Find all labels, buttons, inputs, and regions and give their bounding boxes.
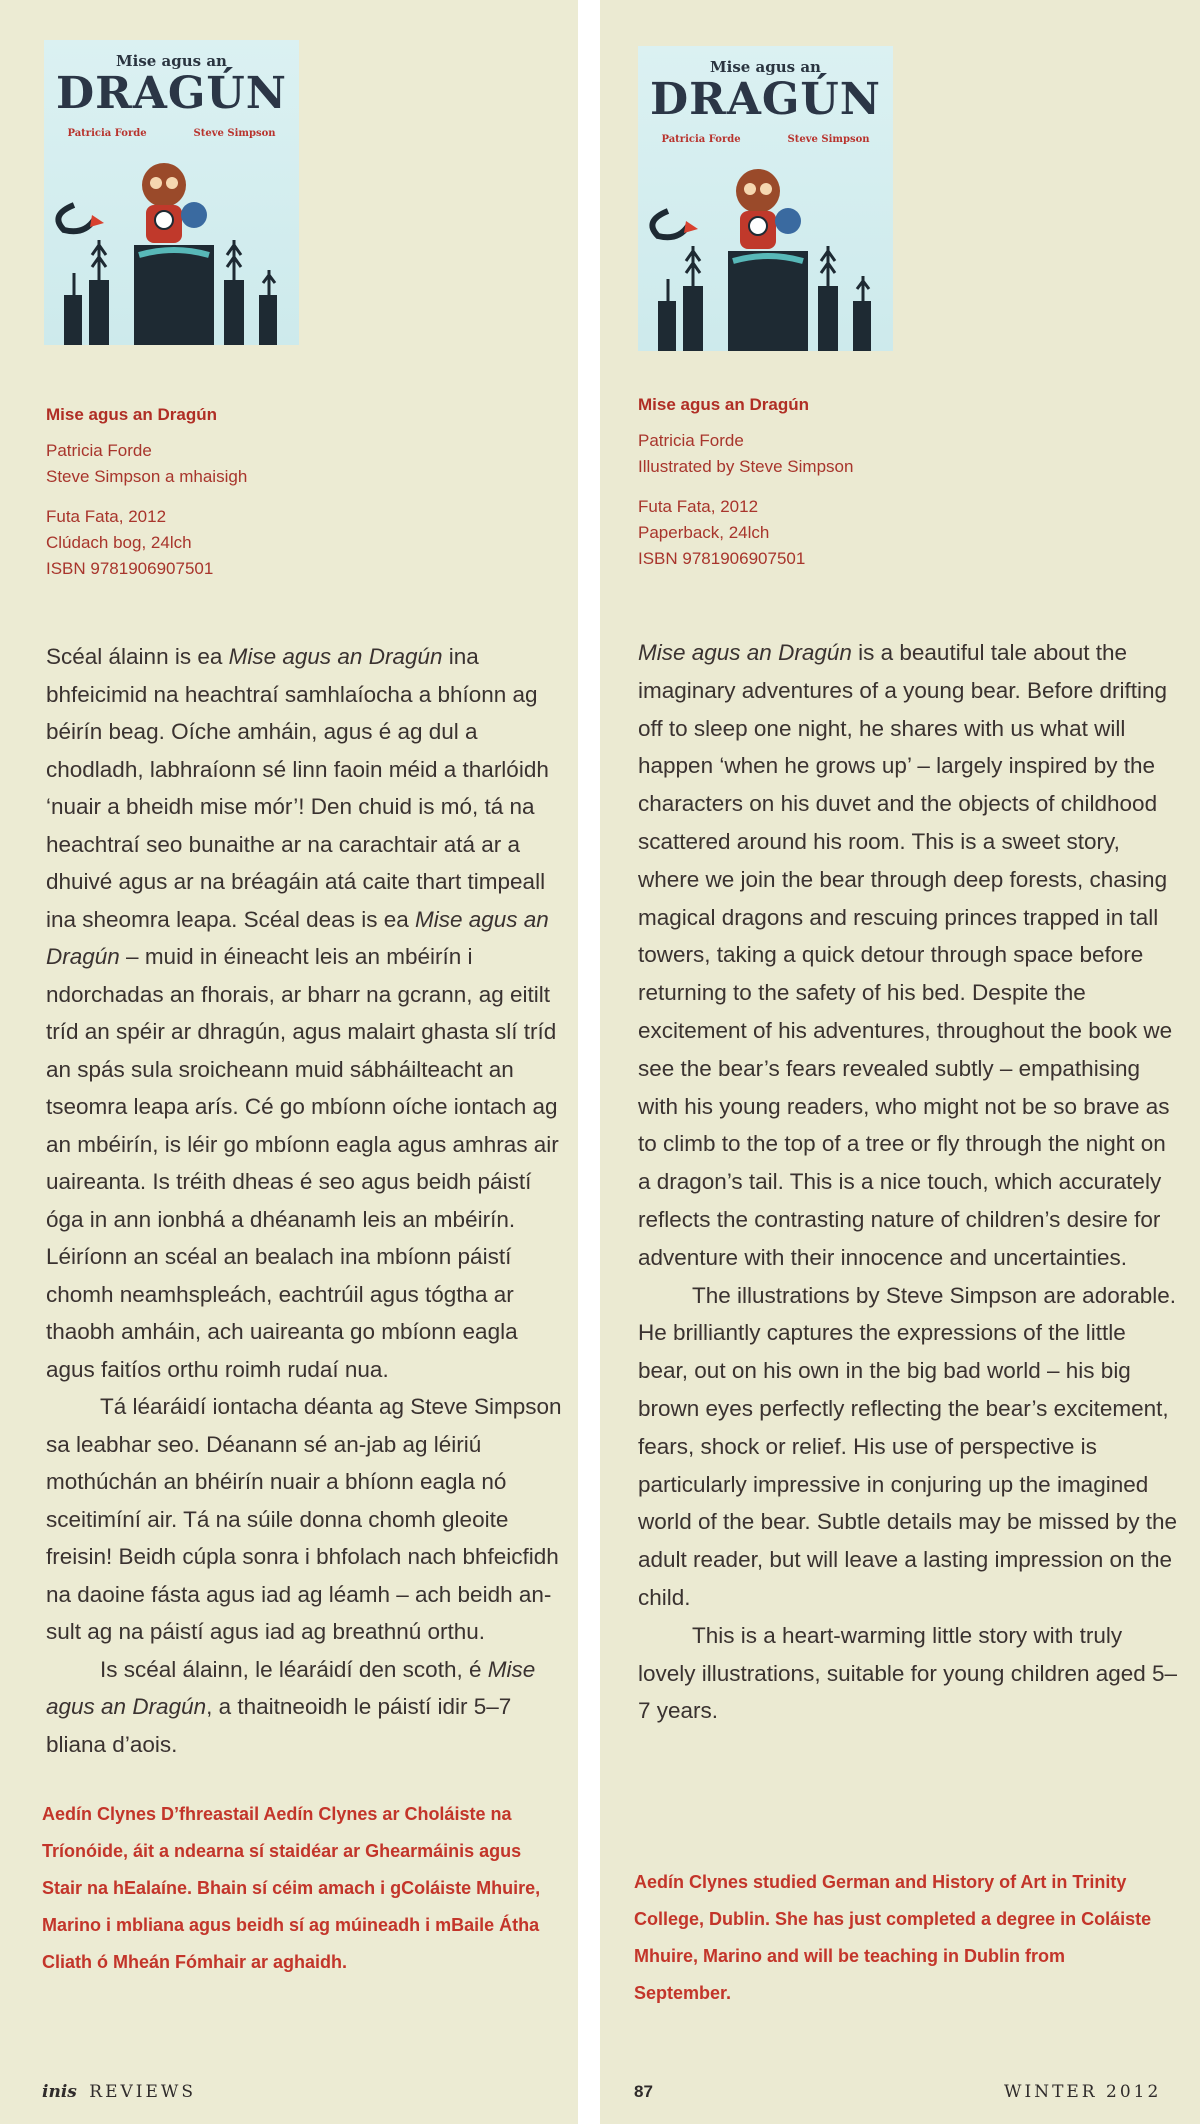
book-author: Patricia Forde <box>46 441 152 460</box>
review-paragraph: The illustrations by Steve Simpson are adorable. He brilliantly captures the expressions of the little bear, out on his own in the big bad world – his big brown eyes perfectly reflecting the bear’s excitement, fears, shock or relief. His use of perspective is particularly impressive in conjuring up the imagined world of the bear. Subtle details may be missed by the adult reader, but will leave a lasting impression on the child. <box>638 1282 1178 1610</box>
book-publisher: Futa Fata, 2012 <box>638 497 759 516</box>
book-format: Clúdach bog, 24lch <box>46 533 192 552</box>
cover-illustration <box>44 145 299 345</box>
cover-title-small: Mise agus an <box>710 58 821 76</box>
cover-author: Patricia Forde <box>67 128 147 139</box>
reviewer-bio: Aedín Clynes D’fhreastail Aedín Clynes ar Choláiste na Tríonóide, áit a ndearna sí staidéar ar Ghearmáinis agus Stair na hEalaíne. Bhain sí céim amach i gColáiste Mhuire, Marino i mbliana agus beidh sí ag múineadh i mBaile Átha Cliath ó Mheán Fómhair ar aghaidh. <box>42 1804 541 1972</box>
review-paragraph: Tá léaráidí iontacha déanta ag Steve Simpson sa leabhar seo. Déanann sé an-jab ag léiriú mothúchán an bhéirín nuair a bhíonn eagla nó sceitimíní air. Tá na súile donna chomh gleoite freisin! Beidh cúpla sonra i bhfolach nach bhfeicfidh na daoine fásta agus iad ag léamh – ach beidh an-sult ag na páistí agus iad ag breathnú orthu. <box>46 1394 562 1644</box>
review-paragraph: Scéal álainn is ea Mise agus an Dragún ina bhfeicimid na heachtraí samhlaíocha a bhíonn ag béirín beag. Oíche amháin, agus é ag dul a chodladh, labhraíonn sé linn faoin méid a tharlóidh ‘nuair a bheidh mise mór’! Den chuid is mó, tá na heachtraí seo bunaithe ar na carachtair atá ar a dhuivé agus ar na bréagáin atá caite thart timpeall ina sheomra leapa. Scéal deas is ea Mise agus an Dragún – muid in éineacht leis an mbéirín i ndorchadas an fhorais, ar bharr na gcrann, ag eitilt tríd an spéir ar dhragún, agus malairt ghasta slí tríd an spás sula sroicheann muid sábháilteacht an tseomra leapa arís. Cé go mbíonn oíche iontach ag an mbéirín, is léir go mbíonn eagla agus amhras air uaireanta. Is tréith dheas é seo agus beidh páistí óga in ann ionbhá a dhéanamh leis an mbéirín. Léiríonn an scéal an bealach ina mbíonn páistí chomh neamhspleách, eachtrúil agus tógtha ar thaobh amháin, ach uaireanta go mbíonn eagla agus faitíos orthu roimh rudaí nua. <box>46 644 559 1382</box>
cover-title-big: DRAGÚN <box>649 74 882 125</box>
page-number: 87 <box>634 2082 653 2101</box>
book-details <box>46 402 247 582</box>
book-cover-image <box>638 46 893 351</box>
issue-date: WINTER 2012 <box>1004 2082 1162 2102</box>
book-illustrator: Steve Simpson a mhaisigh <box>46 467 248 486</box>
review-text-irish <box>46 638 566 1763</box>
review-paragraph: Mise agus an Dragún is a beautiful tale about the imaginary adventures of a young bear. Before drifting off to sleep one night, he shares with us what will happen ‘when he grows up’ – largely inspired by the characters on his duvet and the objects of childhood scattered around his room. This is a sweet story, where we join the bear through deep forests, chasing magical dragons and rescuing princes trapped in tall towers, taking a quick detour through space before returning to the safety of his bed. Despite the excitement of his adventures, throughout the book we see the bear’s fears revealed subtly – empathising with his young readers, who might not be so brave as to climb to the top of a tree or fly through the night on a dragon’s tail. This is a nice touch, which accurately reflects the contrasting nature of children’s desire for adventure with their innocence and uncertainties. <box>638 640 1173 1270</box>
cover-title-small: Mise agus an <box>116 52 227 70</box>
book-isbn: ISBN 9781906907501 <box>638 549 806 568</box>
reviewer-bio: Aedín Clynes studied German and History of Art in Trinity College, Dublin. She has just completed a degree in Coláiste Mhuire, Marino and will be teaching in Dublin from September. <box>634 1872 1152 2003</box>
book-author: Patricia Forde <box>638 431 744 450</box>
book-illustrator: Illustrated by Steve Simpson <box>638 457 854 476</box>
cover-illustrator: Steve Simpson <box>193 128 276 139</box>
book-publisher: Futa Fata, 2012 <box>46 507 167 526</box>
section-footer <box>42 2082 196 2102</box>
right-page <box>600 0 1200 2124</box>
cover-authors <box>638 134 893 145</box>
cover-illustrator: Steve Simpson <box>787 134 870 145</box>
book-format: Paperback, 24lch <box>638 523 770 542</box>
book-title: Mise agus an Dragún <box>46 405 217 424</box>
book-cover-image <box>44 40 299 345</box>
review-text-english <box>638 634 1178 1730</box>
cover-authors <box>44 128 299 139</box>
review-paragraph: This is a heart-warming little story with truly lovely illustrations, suitable for young children aged 5–7 years. <box>638 1622 1178 1724</box>
left-page <box>0 0 578 2124</box>
cover-author: Patricia Forde <box>661 134 741 145</box>
cover-title-big: DRAGÚN <box>55 68 288 119</box>
review-paragraph: Is scéal álainn, le léaráidí den scoth, é Mise agus an Dragún, a thaitneoidh le páistí idir 5–7 bliana d’aois. <box>46 1656 536 1757</box>
magazine-logo: inis <box>42 2082 77 2102</box>
section-label: REVIEWS <box>89 2082 196 2102</box>
cover-illustration <box>638 151 893 351</box>
book-title: Mise agus an Dragún <box>638 395 809 414</box>
book-isbn: ISBN 9781906907501 <box>46 559 214 578</box>
book-details <box>638 392 853 572</box>
